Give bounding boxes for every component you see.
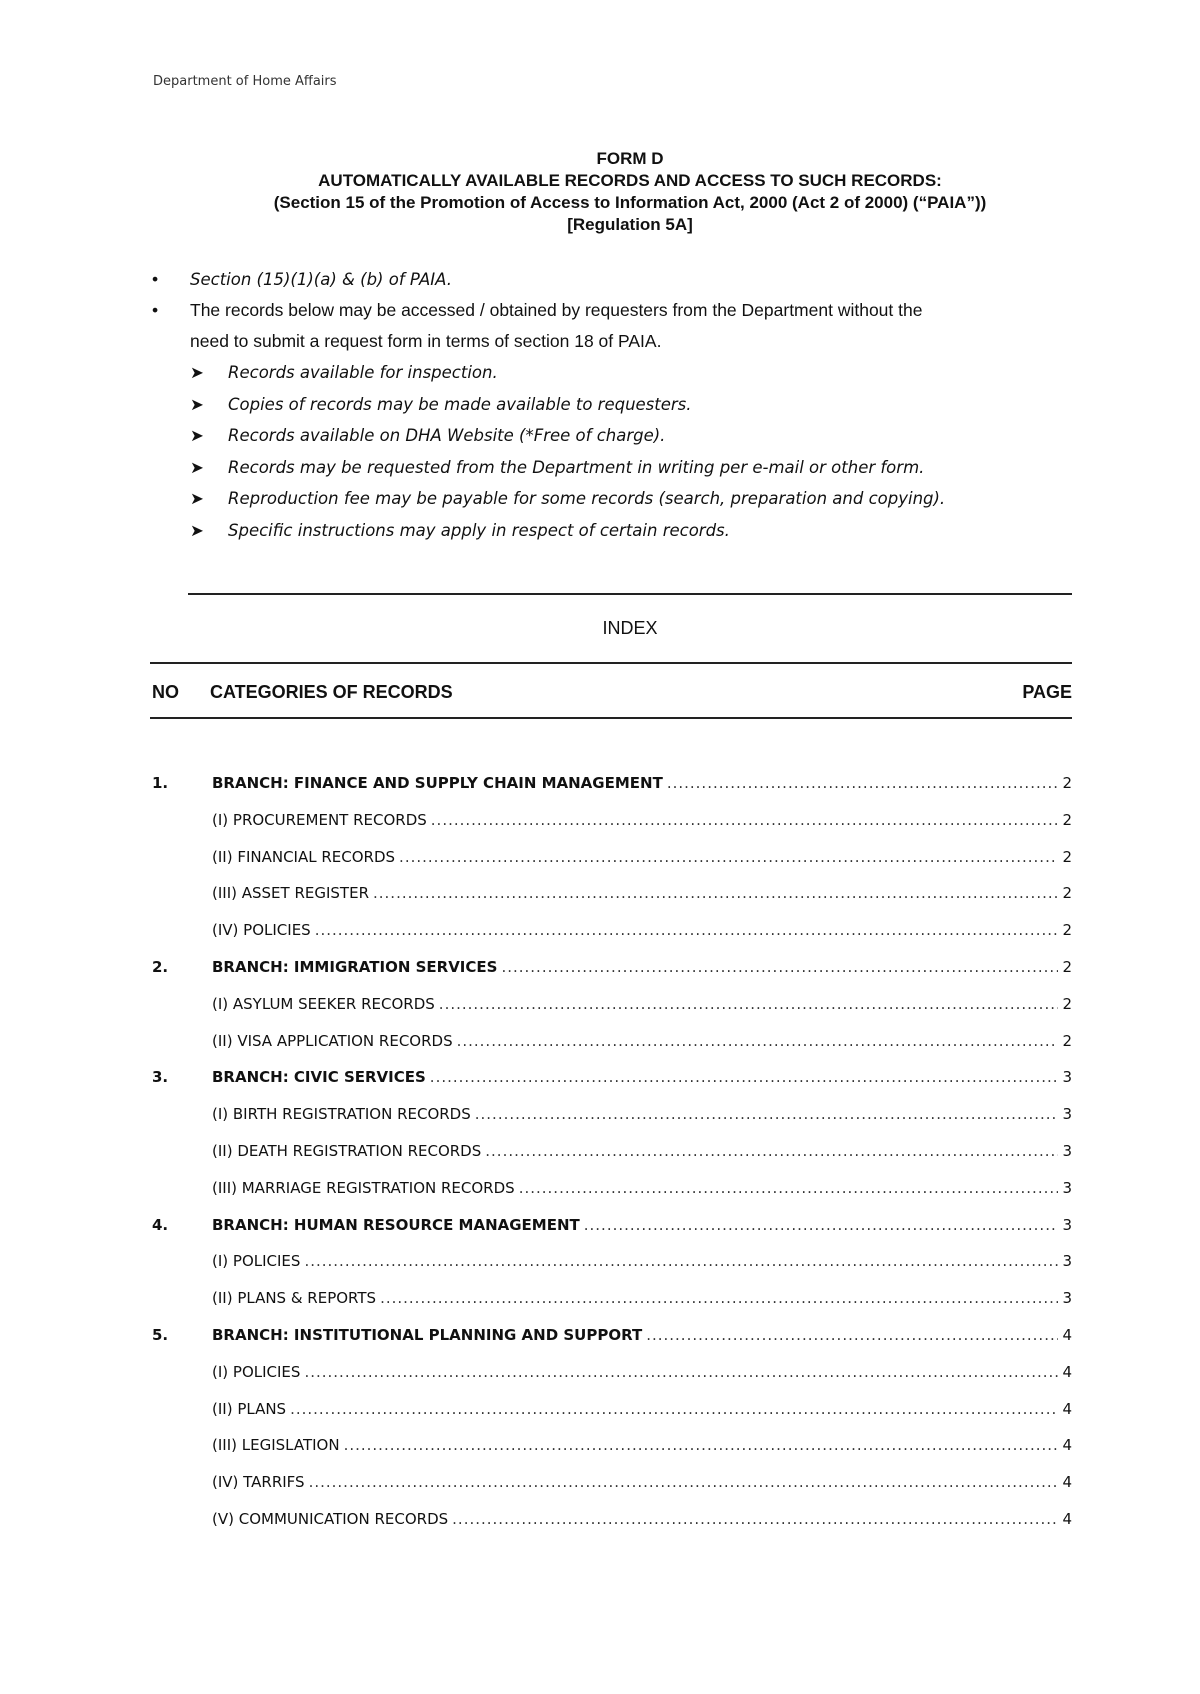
toc-label: (III) MARRIAGE REGISTRATION RECORDS bbox=[212, 1178, 515, 1197]
running-header: Department of Home Affairs bbox=[153, 74, 337, 89]
toc-page-number: 2 bbox=[1062, 957, 1072, 976]
divider bbox=[150, 717, 1072, 719]
toc-leader-dots bbox=[309, 1464, 1059, 1501]
form-title: FORM D bbox=[596, 149, 664, 168]
toc-label: (III) ASSET REGISTER bbox=[212, 884, 369, 903]
toc-leader-dots bbox=[452, 1501, 1058, 1538]
toc-page-number: 2 bbox=[1062, 994, 1072, 1013]
toc-leader-dots bbox=[485, 1133, 1058, 1170]
toc-number: 2. bbox=[152, 957, 169, 976]
toc-subitem-row[interactable] bbox=[150, 1170, 1072, 1207]
toc-label: BRANCH: CIVIC SERVICES bbox=[212, 1068, 426, 1087]
toc-subitem-row[interactable] bbox=[150, 1096, 1072, 1133]
bullet-dot-icon: • bbox=[152, 300, 159, 320]
bullet-text: Section (15)(1)(a) & (b) of PAIA. bbox=[190, 270, 452, 289]
toc-label: BRANCH: IMMIGRATION SERVICES bbox=[212, 957, 498, 976]
form-act-reference: (Section 15 of the Promotion of Access to Information Act, 2000 (Act 2 of 2000) (“PAIA”)) bbox=[273, 193, 987, 212]
divider bbox=[188, 593, 1072, 595]
toc-leader-dots bbox=[430, 1059, 1059, 1096]
toc-page-number: 2 bbox=[1062, 921, 1072, 940]
column-header-categories: CATEGORIES OF RECORDS bbox=[210, 682, 453, 702]
toc-number: 4. bbox=[152, 1215, 169, 1234]
table-of-contents bbox=[150, 765, 1072, 1538]
sub-bullet-item bbox=[190, 515, 1072, 547]
toc-page-number: 3 bbox=[1062, 1178, 1072, 1197]
toc-subitem-row[interactable] bbox=[150, 1427, 1072, 1464]
toc-leader-dots bbox=[380, 1280, 1058, 1317]
form-regulation: [Regulation 5A] bbox=[567, 215, 693, 234]
toc-subitem-row[interactable] bbox=[150, 1023, 1072, 1060]
arrow-bullet-icon: ➤ bbox=[190, 457, 204, 477]
toc-label: BRANCH: INSTITUTIONAL PLANNING AND SUPPORT bbox=[212, 1325, 643, 1344]
toc-page-number: 2 bbox=[1062, 810, 1072, 829]
toc-subitem-row[interactable] bbox=[150, 1280, 1072, 1317]
toc-subitem-row[interactable] bbox=[150, 1243, 1072, 1280]
sub-bullet-text: Records available on DHA Website (*Free of charge). bbox=[228, 426, 666, 445]
toc-label: (I) POLICIES bbox=[212, 1252, 301, 1271]
arrow-bullet-icon: ➤ bbox=[190, 394, 204, 414]
toc-number: 3. bbox=[152, 1068, 169, 1087]
toc-label: (IV) TARRIFS bbox=[212, 1473, 305, 1492]
toc-leader-dots bbox=[304, 1354, 1058, 1391]
sub-bullet-list bbox=[190, 357, 1072, 546]
toc-page-number: 3 bbox=[1062, 1289, 1072, 1308]
sub-bullet-item bbox=[190, 452, 1072, 484]
toc-leader-dots bbox=[304, 1243, 1058, 1280]
toc-label: (I) PROCUREMENT RECORDS bbox=[212, 810, 427, 829]
sub-bullet-item bbox=[190, 483, 1072, 515]
column-header-no: NO bbox=[152, 682, 179, 702]
bullet-item bbox=[152, 264, 1072, 295]
toc-subitem-row[interactable] bbox=[150, 1354, 1072, 1391]
toc-page-number: 4 bbox=[1062, 1399, 1072, 1418]
sub-bullet-text: Copies of records may be made available to requesters. bbox=[228, 394, 692, 414]
toc-leader-dots bbox=[373, 875, 1058, 912]
arrow-bullet-icon: ➤ bbox=[190, 363, 204, 382]
toc-label: (I) BIRTH REGISTRATION RECORDS bbox=[212, 1105, 471, 1124]
toc-branch-row[interactable] bbox=[150, 1059, 1072, 1096]
toc-leader-dots bbox=[399, 839, 1058, 876]
toc-page-number: 4 bbox=[1062, 1473, 1072, 1492]
toc-label: (III) LEGISLATION bbox=[212, 1436, 340, 1455]
arrow-bullet-icon: ➤ bbox=[190, 426, 204, 445]
toc-page-number: 4 bbox=[1062, 1362, 1072, 1381]
toc-subitem-row[interactable] bbox=[150, 1501, 1072, 1538]
toc-subitem-row[interactable] bbox=[150, 912, 1072, 949]
toc-label: (II) PLANS & REPORTS bbox=[212, 1289, 377, 1308]
sub-bullet-text: Records may be requested from the Department in writing per e-mail or other form. bbox=[228, 457, 925, 477]
toc-leader-dots bbox=[646, 1317, 1058, 1354]
toc-page-number: 4 bbox=[1062, 1325, 1072, 1344]
toc-label: (I) POLICIES bbox=[212, 1362, 301, 1381]
toc-page-number: 2 bbox=[1062, 847, 1072, 866]
toc-leader-dots bbox=[501, 949, 1058, 986]
toc-page-number: 2 bbox=[1062, 774, 1072, 792]
toc-label: (II) DEATH REGISTRATION RECORDS bbox=[212, 1141, 482, 1160]
toc-subitem-row[interactable] bbox=[150, 1391, 1072, 1428]
toc-page-number: 4 bbox=[1062, 1509, 1072, 1528]
toc-leader-dots bbox=[475, 1096, 1059, 1133]
toc-page-number: 2 bbox=[1062, 884, 1072, 903]
toc-branch-row[interactable] bbox=[150, 949, 1072, 986]
bullet-item bbox=[152, 295, 1072, 357]
toc-page-number: 3 bbox=[1062, 1141, 1072, 1160]
toc-leader-dots bbox=[431, 802, 1059, 839]
sub-bullet-text: Reproduction fee may be payable for some records (search, preparation and copying). bbox=[228, 489, 946, 508]
toc-subitem-row[interactable] bbox=[150, 802, 1072, 839]
toc-branch-row[interactable] bbox=[150, 1207, 1072, 1244]
form-title-block bbox=[150, 148, 1110, 236]
toc-leader-dots bbox=[290, 1391, 1058, 1428]
toc-page-number: 3 bbox=[1062, 1252, 1072, 1271]
bullet-text: The records below may be accessed / obtained by requesters from the Department without the bbox=[190, 300, 923, 320]
toc-label: (V) COMMUNICATION RECORDS bbox=[212, 1509, 449, 1528]
toc-leader-dots bbox=[439, 986, 1059, 1023]
toc-page-number: 4 bbox=[1062, 1436, 1072, 1455]
toc-leader-dots bbox=[667, 765, 1059, 802]
toc-subitem-row[interactable] bbox=[150, 839, 1072, 876]
toc-branch-row[interactable] bbox=[150, 765, 1072, 802]
toc-leader-dots bbox=[457, 1023, 1059, 1060]
arrow-bullet-icon: ➤ bbox=[190, 489, 204, 508]
toc-label: (II) VISA APPLICATION RECORDS bbox=[212, 1031, 453, 1050]
form-subtitle: AUTOMATICALLY AVAILABLE RECORDS AND ACCESS TO SUCH RECORDS: bbox=[318, 171, 942, 190]
toc-leader-dots bbox=[344, 1427, 1059, 1464]
toc-number: 5. bbox=[152, 1325, 169, 1344]
arrow-bullet-icon: ➤ bbox=[190, 520, 204, 540]
bullet-dot-icon: • bbox=[152, 269, 159, 289]
sub-bullet-text: Specific instructions may apply in respect of certain records. bbox=[228, 520, 730, 540]
sub-bullet-text: Records available for inspection. bbox=[228, 363, 498, 382]
sub-bullet-item bbox=[190, 357, 1072, 389]
toc-label: (II) PLANS bbox=[212, 1399, 287, 1418]
toc-number: 1. bbox=[152, 774, 169, 792]
toc-page-number: 3 bbox=[1062, 1215, 1072, 1234]
bullet-list bbox=[152, 264, 1072, 546]
toc-page-number: 3 bbox=[1062, 1105, 1072, 1124]
toc-page-number: 3 bbox=[1062, 1068, 1072, 1087]
sub-bullet-item bbox=[190, 389, 1072, 421]
toc-branch-row[interactable] bbox=[150, 1317, 1072, 1354]
toc-label: (II) FINANCIAL RECORDS bbox=[212, 847, 396, 866]
sub-bullet-item bbox=[190, 420, 1072, 452]
toc-leader-dots bbox=[519, 1170, 1059, 1207]
toc-subitem-row[interactable] bbox=[150, 1464, 1072, 1501]
toc-subitem-row[interactable] bbox=[150, 1133, 1072, 1170]
bullet-text-continued: need to submit a request form in terms of section 18 of PAIA. bbox=[190, 331, 662, 351]
toc-leader-dots bbox=[584, 1207, 1059, 1244]
toc-label: BRANCH: FINANCE AND SUPPLY CHAIN MANAGEMENT bbox=[212, 774, 663, 792]
toc-page-number: 2 bbox=[1062, 1031, 1072, 1050]
index-title: INDEX bbox=[602, 618, 658, 638]
toc-subitem-row[interactable] bbox=[150, 875, 1072, 912]
column-header-page: PAGE bbox=[1022, 682, 1072, 702]
toc-label: (IV) POLICIES bbox=[212, 921, 311, 940]
divider bbox=[150, 662, 1072, 664]
toc-subitem-row[interactable] bbox=[150, 986, 1072, 1023]
toc-label: BRANCH: HUMAN RESOURCE MANAGEMENT bbox=[212, 1215, 580, 1234]
toc-label: (I) ASYLUM SEEKER RECORDS bbox=[212, 994, 435, 1013]
toc-leader-dots bbox=[315, 912, 1059, 949]
